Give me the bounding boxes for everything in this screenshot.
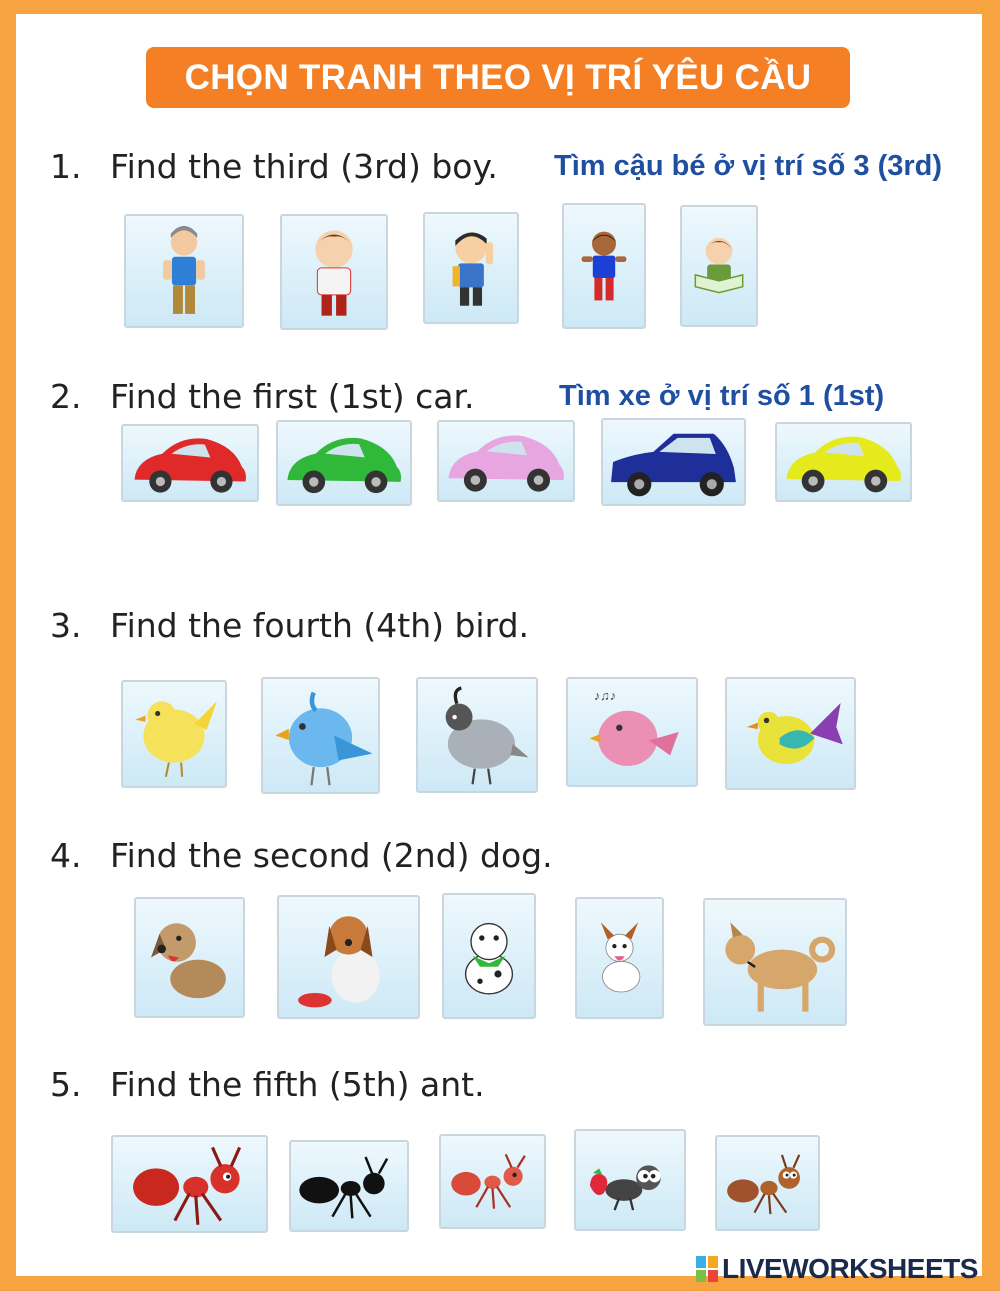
boy-option-5[interactable] bbox=[680, 205, 758, 327]
boy-option-1[interactable] bbox=[124, 214, 244, 328]
bird-option-5[interactable] bbox=[725, 677, 856, 790]
ant-cartoon-strawberry-icon bbox=[576, 1131, 684, 1229]
bird-quail-icon bbox=[418, 679, 536, 791]
ant-option-5[interactable] bbox=[715, 1135, 820, 1231]
car-option-5[interactable] bbox=[775, 422, 912, 502]
boy-option-4[interactable] bbox=[562, 203, 646, 329]
car-green-icon bbox=[278, 422, 410, 504]
question-2-translation: Tìm xe ở vị trí số 1 (1st) bbox=[559, 380, 885, 412]
car-option-2[interactable] bbox=[276, 420, 412, 506]
bird-option-1[interactable] bbox=[121, 680, 227, 788]
question-number: 2. bbox=[50, 377, 82, 416]
car-option-1[interactable] bbox=[121, 424, 259, 502]
question-text: Find the second (2nd) dog. bbox=[110, 836, 553, 875]
dog-option-1[interactable] bbox=[134, 897, 245, 1018]
dog-brown-sitting-icon bbox=[136, 899, 243, 1016]
question-2 bbox=[50, 377, 474, 416]
liveworksheets-logo-icon bbox=[696, 1256, 718, 1282]
question-4 bbox=[50, 836, 553, 875]
dog-option-2[interactable] bbox=[277, 895, 420, 1019]
boy-blue-shirt-icon bbox=[564, 205, 644, 327]
bird-option-2[interactable] bbox=[261, 677, 380, 794]
car-option-3[interactable] bbox=[437, 420, 575, 502]
boy-reading-book-icon bbox=[682, 207, 756, 325]
question-number: 3. bbox=[50, 606, 82, 645]
question-number: 1. bbox=[50, 147, 82, 186]
car-red-icon bbox=[123, 426, 257, 500]
car-navy-icon bbox=[603, 420, 744, 504]
ant-red-small-icon bbox=[441, 1136, 544, 1227]
ant-option-3[interactable] bbox=[439, 1134, 546, 1229]
car-pink-icon bbox=[439, 422, 573, 500]
ant-option-4[interactable] bbox=[574, 1129, 686, 1231]
car-yellow-icon bbox=[777, 424, 910, 500]
question-1-translation: Tìm cậu bé ở vị trí số 3 (3rd) bbox=[554, 150, 943, 182]
bird-yellow-icon bbox=[123, 682, 225, 786]
dog-option-5[interactable] bbox=[703, 898, 847, 1026]
dog-option-4[interactable] bbox=[575, 897, 664, 1019]
boy-grey-hair-icon bbox=[126, 216, 242, 326]
boy-option-2[interactable] bbox=[280, 214, 388, 330]
car-option-4[interactable] bbox=[601, 418, 746, 506]
bird-blue-icon bbox=[263, 679, 378, 792]
question-5 bbox=[50, 1065, 485, 1104]
question-number: 4. bbox=[50, 836, 82, 875]
ant-brown-icon bbox=[717, 1137, 818, 1229]
page-title: CHỌN TRANH THEO VỊ TRÍ YÊU CẦU bbox=[146, 47, 850, 108]
ant-option-2[interactable] bbox=[289, 1140, 409, 1232]
dog-dalmatian-icon bbox=[444, 895, 534, 1017]
bird-pink-singing-icon bbox=[568, 679, 696, 785]
dog-terrier-icon bbox=[577, 899, 662, 1017]
question-1 bbox=[50, 147, 498, 186]
dog-beagle-bowl-icon bbox=[279, 897, 418, 1017]
bird-option-4[interactable] bbox=[566, 677, 698, 787]
question-3 bbox=[50, 606, 529, 645]
question-number: 5. bbox=[50, 1065, 82, 1104]
liveworksheets-logo bbox=[696, 1254, 978, 1284]
dog-shiba-icon bbox=[705, 900, 845, 1024]
bird-option-3[interactable] bbox=[416, 677, 538, 793]
dog-option-3[interactable] bbox=[442, 893, 536, 1019]
question-text: Find the fifth (5th) ant. bbox=[110, 1065, 485, 1104]
ant-black-icon bbox=[291, 1142, 407, 1230]
question-text: Find the fourth (4th) bird. bbox=[110, 606, 530, 645]
boy-white-shirt-icon bbox=[282, 216, 386, 328]
question-text: Find the third (3rd) boy. bbox=[110, 147, 498, 186]
logo-text: LIVEWORKSHEETS bbox=[722, 1253, 978, 1284]
ant-red-icon bbox=[113, 1137, 266, 1231]
bird-colorful-icon bbox=[727, 679, 854, 788]
boy-backpack-waving-icon bbox=[425, 214, 517, 322]
ant-option-1[interactable] bbox=[111, 1135, 268, 1233]
svg-text:♪♫♪: ♪♫♪ bbox=[593, 688, 617, 704]
question-text: Find the first (1st) car. bbox=[110, 377, 475, 416]
boy-option-3[interactable] bbox=[423, 212, 519, 324]
